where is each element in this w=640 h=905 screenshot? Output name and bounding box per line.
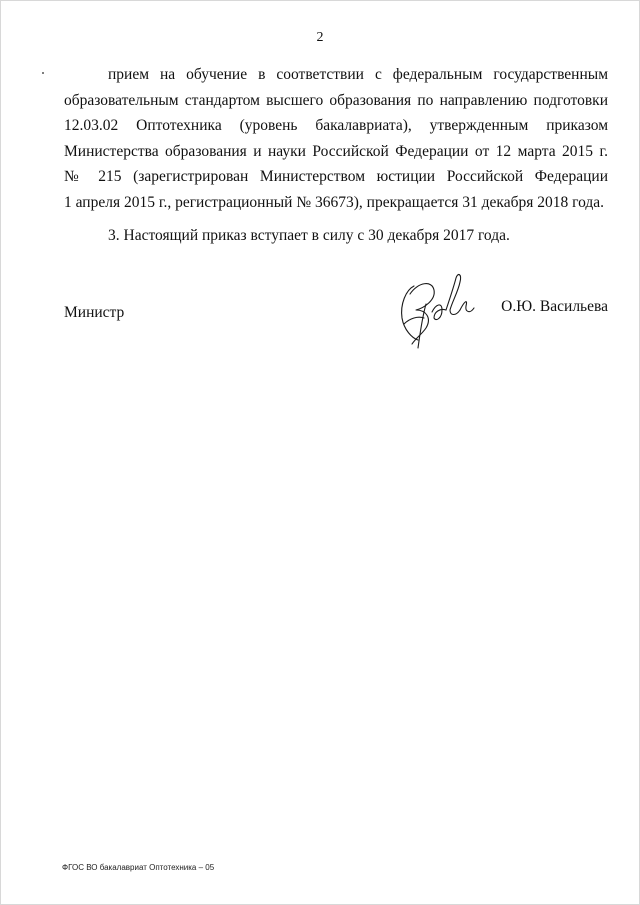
handwritten-signature [392,268,480,354]
text-line-5: № 215 (зарегистрирован Министерством юстиции Российской Федерации [64,168,608,185]
order-text [64,62,608,249]
footer-label: ФГОС ВО бакалавриат Оптотехника – 05 [62,863,215,872]
text-line-3: 12.03.02 Оптотехника (уровень бакалавриата), утвержденным приказом [64,117,608,134]
text-line-6: 1 апреля 2015 г., регистрационный № 36673), прекращается 31 декабря 2018 года. [64,193,605,211]
signer-position: Министр [64,304,125,321]
text-line-1: прием на обучение в соответствии с федеральным государственным [108,66,608,83]
scan-speck [42,72,44,74]
page-number: 2 [316,30,324,45]
text-line-2: образовательным стандартом высшего образования по направлению подготовки [64,91,608,109]
paragraph-point-3: 3. Настоящий приказ вступает в силу с 30 декабря 2017 года. [108,227,510,244]
signature-block [64,300,608,340]
signer-name: О.Ю. Васильева [501,298,608,315]
text-line-4: Министерства образования и науки Российской Федерации от 12 марта 2015 г. [64,142,608,160]
